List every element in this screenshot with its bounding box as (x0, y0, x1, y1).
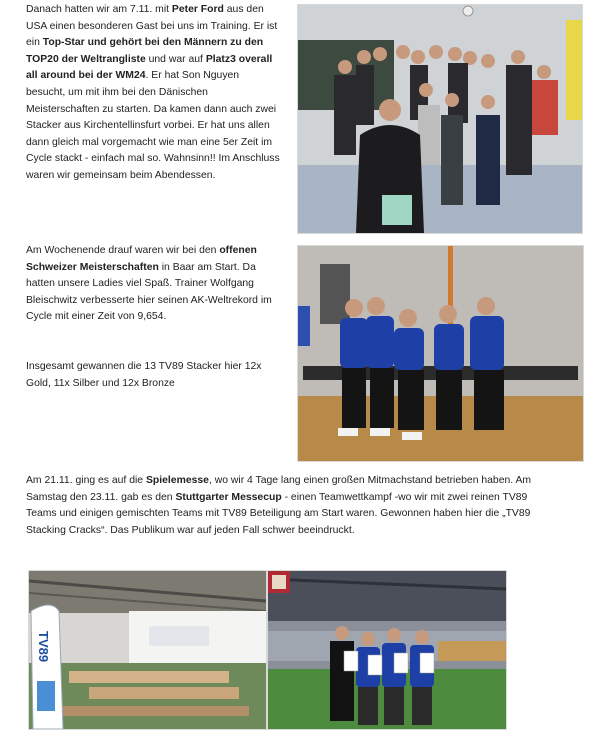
text-segment: , wo wir 4 Tage lang einen großen Mitmachstand betrieben haben. Am Samstag den 23.11. gab es den (26, 475, 532, 503)
bold-text: Stuttgarter Messecup (175, 491, 282, 503)
paragraph-spielemesse (26, 473, 556, 539)
paragraph-peter-ford (26, 2, 280, 185)
bold-text: Top-Star und gehört bei den Männern zu den TOP20 der Weltrangliste (26, 37, 264, 65)
text-segment: in Baar am Start. Da hatten unsere Ladies viel Spaß. Trainer Wolfgang Bleischwitz verbesserte hier seinen AK-Weltrekord im Cycle mit einer Zeit von 9,654. (26, 261, 272, 323)
text-segment: - einen Teamwettkampf -wo wir mit zwei reinen TV89 Teams und einigen gemischten Teams mit TV89 Beteiligung am Start waren. Gewonnen haben hier die „TV89 Stacking Cracks“. Das Publikum war auf jeden Fall schwer beeindruckt. (26, 491, 531, 536)
paragraph-swiss-championship (26, 243, 280, 326)
text-segment: Danach hatten wir am 7.11. mit (26, 4, 172, 15)
bold-text: Platz3 overall all around bei der WM24 (26, 53, 273, 82)
paragraph-medal-summary (26, 359, 280, 392)
banner-text: TV89 (36, 631, 51, 663)
text-segment: Am 21.11. ging es auf die (26, 475, 146, 486)
photo-team-certificates (267, 570, 507, 730)
bold-text: offenen Schweizer Meisterschaften (26, 245, 257, 273)
photo-ladies-medals (297, 245, 584, 462)
bold-text: Peter Ford (171, 4, 224, 15)
photo-fair-booth (28, 570, 267, 730)
photo-group-peter-ford (297, 4, 583, 234)
text-segment: aus den USA einen besonderen Gast bei uns im Training. Er ist ein (26, 4, 278, 49)
text-segment: und war auf (145, 53, 206, 65)
text-segment: Insgesamt gewannen die 13 TV89 Stacker hier 12x Gold, 11x Silber und 12x Bronze (26, 361, 262, 389)
text-segment: . Er hat Son Nguyen besucht, um mit ihm bei den Dänischen Meisterschaften zu starten. Da kamen dann auch zwei Stacker aus Kirchentellinsfurt vorbei. Er hat uns allen dann gleich mal vorgemacht wie man eine 5er Zeit im Cycle stackt - einfach mal so. Wahnsinn!! Im Anschluss waren wir gemeinsam beim Abendessen. (26, 70, 280, 181)
bold-text: Spielemesse (145, 475, 209, 486)
text-segment: Am Wochenende drauf waren wir bei den (26, 245, 220, 256)
